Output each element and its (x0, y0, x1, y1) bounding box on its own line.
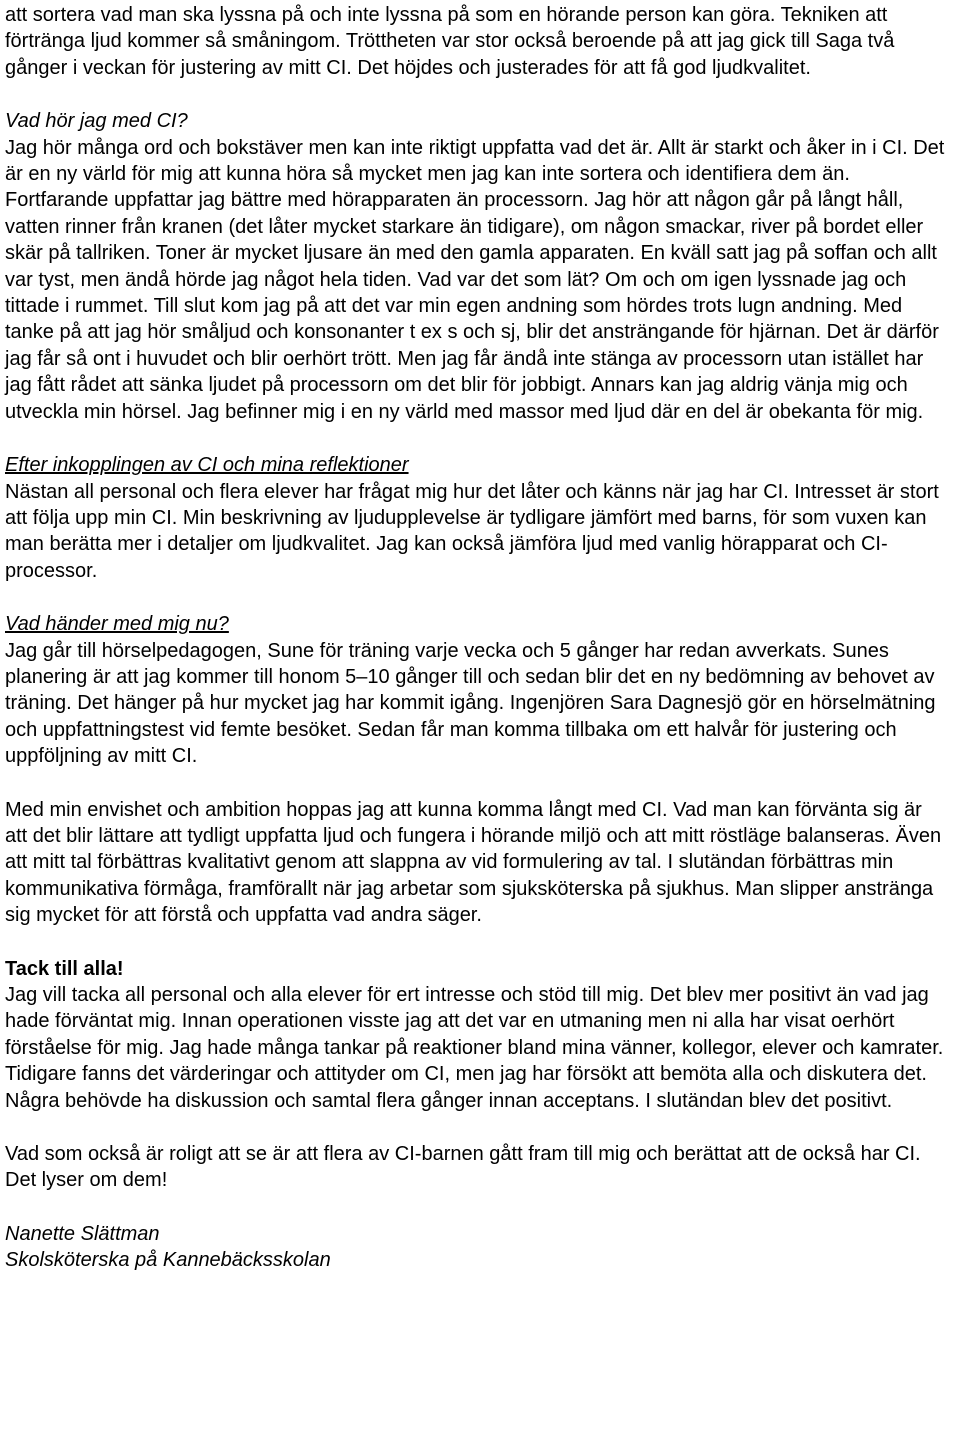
paragraph-gap (5, 1114, 946, 1141)
section-body-what-i-hear: Jag hör många ord och bokstäver men kan inte riktigt uppfatta vad det är. Allt är starkt och åker in i CI. Det är en ny värld för mig att kunna höra så mycket men jag kan inte sortera och identifiera dem än. Fortfarande uppfattar jag bättre med hörapparaten än processorn. Jag hör att någon går på långt håll, vatten rinner från kranen (det låter mycket starkare än tidigare), om någon smackar, river på bordet eller skär på tallriken. Toner är mycket ljusare än med den gamla apparaten. En kväll satt jag på soffan och allt var tyst, men ändå hörde jag något hela tiden. Vad var det som lät? Om och om igen lyssnade jag och tittade i rummet. Till slut kom jag på att det var min egen andning som hördes trots lugn andning. Med tanke på att jag hör småljud och konsonanter t ex s och sj, blir det ansträngande för hjärnan. Det är därför jag får så ont i huvudet och blir oerhört trött. Men jag får ändå inte stänga av processorn utan istället har jag fått rådet att sänka ljudet på processorn om det blir för jobbigt. Annars kan jag aldrig vänja mig och utveckla min hörsel. Jag befinner mig i en ny värld med massor med ljud där en del är obekanta för mig. (5, 136, 945, 423)
ambition-paragraph: Med min envishet och ambition hoppas jag att kunna komma långt med CI. Vad man kan förvänta sig är att det blir lättare att tydligt uppfatta ljud och fungera i hörande miljö och att mitt röstläge balanseras. Även att mitt tal förbättras kvalitativt genom att slappna av vid formulering av tal. I slutändan förbättras min kommunikativa förmåga, framförallt när jag arbetar som sjuksköterska på sjukhus. Man slipper anstränga sig mycket för att förstå och uppfatta vad andra säger. (5, 798, 942, 927)
section-heading-what-now: Vad händer med mig nu? (5, 613, 229, 636)
signature-name: Nanette Slättman (5, 1222, 160, 1245)
section-heading-what-i-hear: Vad hör jag med CI? (5, 110, 188, 133)
signature-title: Skolsköterska på Kannebäcksskolan (5, 1249, 331, 1272)
paragraph-gap (5, 584, 946, 611)
section-body-reflections: Nästan all personal och flera elever har frågat mig hur det låter och känns när jag har CI. Intresset är stort att följa upp min CI. Min beskrivning av ljudupplevelse är tydligare jämfört med barns, för som vuxen kan man berätta mer i detaljer om ljudkvalitet. Jag kan också jämföra ljud med vanlig hörapparat och CI-processor. (5, 480, 939, 582)
section-heading-reflections: Efter inkopplingen av CI och mina reflektioner (5, 454, 409, 477)
paragraph-gap (5, 81, 946, 108)
closing-paragraph: Vad som också är roligt att se är att flera av CI-barnen gått fram till mig och berättat att de också har CI. Det lyser om dem! (5, 1143, 921, 1192)
paragraph-gap (5, 770, 946, 797)
paragraph-gap (5, 425, 946, 452)
section-body-thanks: Jag vill tacka all personal och alla elever för ert intresse och stöd till mig. Det blev mer positivt än vad jag hade förväntat mig. Innan operationen visste jag att det var en utmaning men ni alla har visat oerhört förståelse för mig. Jag hade många tankar på reaktioner bland mina vänner, kollegor, elever och kamrater. Tidigare fanns det värderingar och attityder om CI, men jag har försökt att bemöta alla och diskutera det. Några behövde ha diskussion och samtal flera gånger innan acceptans. I slutändan blev det positivt. (5, 984, 944, 1112)
section-heading-thanks: Tack till alla! (5, 957, 124, 980)
paragraph-gap (5, 929, 946, 956)
intro-paragraph: att sortera vad man ska lyssna på och inte lyssna på som en hörande person kan göra. Tekniken att förtränga ljud kommer så småningom. Tröttheten var stor också beroende på att jag gick till Saga två gånger i veckan för justering av mitt CI. Det höjdes och justerades för att få god ljudkvalitet. (5, 4, 895, 79)
paragraph-gap (5, 1194, 946, 1221)
section-body-what-now: Jag går till hörselpedagogen, Sune för träning varje vecka och 5 gånger har redan avverkats. Sunes planering är att jag kommer till honom 5–10 gånger till och sedan blir det en ny bedömning av behovet av träning. Det hänger på hur mycket jag har kommit igång. Ingenjören Sara Dagnesjö gör en hörselmätning och uppfattningstest vid femte besöket. Sedan får man komma tillbaka om ett halvår för justering och uppföljning av mitt CI. (5, 639, 936, 768)
